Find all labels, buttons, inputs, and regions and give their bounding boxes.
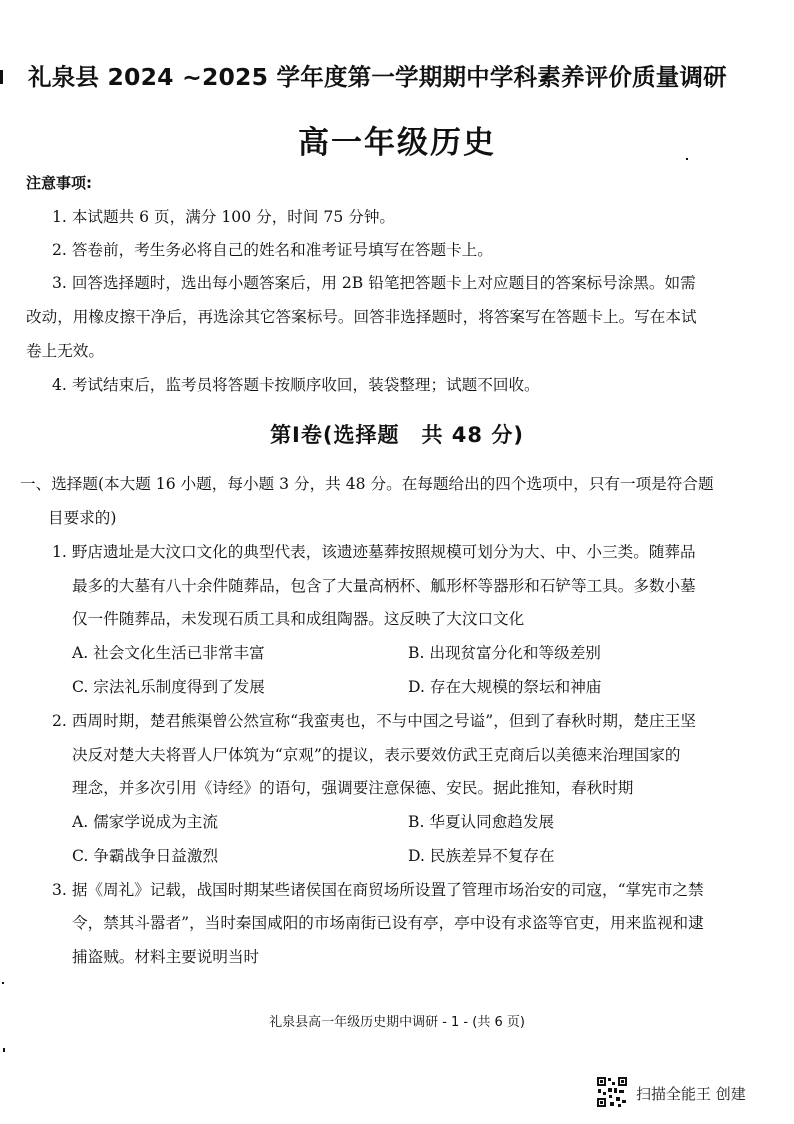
section-intro: 一、选择题(本大题 16 小题，每小题 3 分，共 48 分。在每题给出的四个选项中，只有一项是符合题: [20, 475, 714, 493]
question-1-option-a: A. 社会文化生活已非常丰富: [72, 644, 265, 662]
section-title: 第Ⅰ卷(选择题 共 48 分): [270, 423, 524, 447]
notes-line: 2. 答卷前，考生务必将自己的姓名和准考证号填写在答题卡上。: [52, 241, 493, 259]
question-3-stem: 捕盗贼。材料主要说明当时: [72, 948, 260, 966]
question-2-option-c: C. 争霸战争日益激烈: [72, 847, 219, 865]
notes-line: 3. 回答选择题时，选出每小题答案后，用 2B 铅笔把答题卡上对应题目的答案标号涂黑。如需: [52, 274, 696, 292]
question-1-option-c: C. 宗法礼乐制度得到了发展: [72, 678, 265, 696]
question-1-stem: 1. 野店遗址是大汶口文化的典型代表，该遗迹墓葬按照规模可划分为大、中、小三类。随葬品: [52, 543, 696, 561]
notes-line: 1. 本试题共 6 页，满分 100 分，时间 75 分钟。: [52, 208, 396, 226]
scan-edge-mark: [0, 70, 3, 84]
scan-edge-mark: [3, 1048, 5, 1052]
exam-subtitle: 高一年级历史: [298, 125, 496, 161]
exam-title: 礼泉县 2024 ~2025 学年度第一学期期中学科素养评价质量调研: [28, 63, 727, 91]
question-1-option-d: D. 存在大规模的祭坛和神庙: [408, 678, 602, 696]
question-2-option-b: B. 华夏认同愈趋发展: [408, 813, 555, 831]
question-3-stem: 3. 据《周礼》记载，战国时期某些诸侯国在商贸场所设置了管理市场治安的司寇，“掌宪市之禁: [52, 881, 704, 899]
question-2-stem: 2. 西周时期，楚君熊渠曾公然宣称“我蛮夷也，不与中国之号谥”，但到了春秋时期，楚庄王坚: [52, 712, 696, 730]
section-intro: 目要求的): [48, 509, 117, 527]
question-3-stem: 令，禁其斗嚣者”，当时秦国咸阳的市场南街已设有亭，亭中设有求盗等官吏，用来监视和逮: [72, 914, 704, 932]
question-1-stem: 仅一件随葬品，未发现石质工具和成组陶器。这反映了大汶口文化: [72, 610, 525, 628]
question-2-option-a: A. 儒家学说成为主流: [72, 813, 218, 831]
question-2-stem: 理念，并多次引用《诗经》的语句，强调要注意保德、安民。据此推知，春秋时期: [72, 779, 634, 797]
notes-line: 改动，用橡皮擦干净后，再选涂其它答案标号。回答非选择题时，将答案写在答题卡上。写在本试: [26, 308, 697, 326]
notes-line: 4. 考试结束后，监考员将答题卡按顺序收回，装袋整理；试题不回收。: [52, 376, 540, 394]
notes-heading: 注意事项:: [26, 174, 92, 192]
qr-code-icon: [596, 1076, 628, 1108]
scan-edge-mark: [2, 982, 4, 984]
scan-speck: [686, 158, 688, 160]
question-2-option-d: D. 民族差异不复存在: [408, 847, 555, 865]
notes-line: 卷上无效。: [26, 342, 104, 360]
page-footer: 礼泉县高一年级历史期中调研 - 1 - (共 6 页): [269, 1015, 525, 1030]
question-1-option-b: B. 出现贫富分化和等级差别: [408, 644, 601, 662]
question-2-stem: 决反对楚大夫将晋人尸体筑为“京观”的提议，表示要效仿武王克商后以美德来治理国家的: [72, 746, 681, 764]
question-1-stem: 最多的大墓有八十余件随葬品，包含了大量高柄杯、觚形杯等器形和石铲等工具。多数小墓: [72, 577, 696, 595]
scanner-watermark-label: 扫描全能王 创建: [636, 1085, 746, 1103]
